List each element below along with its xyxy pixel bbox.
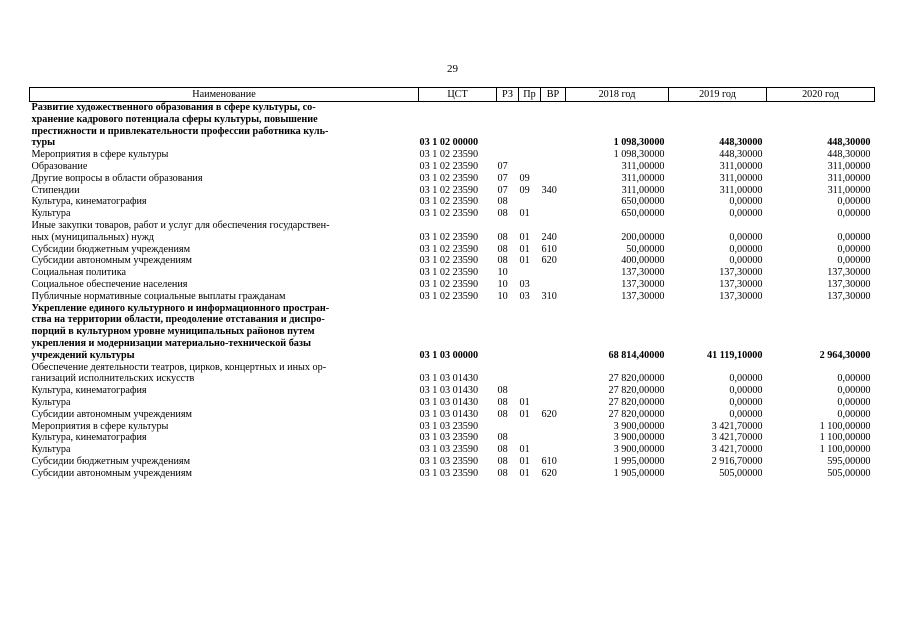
row-vr (541, 208, 566, 220)
row-cst: 03 1 02 23590 (419, 149, 479, 161)
table-row (30, 456, 875, 468)
row-cst: 03 1 03 23590 (419, 467, 479, 479)
row-rz (497, 149, 519, 161)
table-row (30, 267, 875, 279)
table-row (30, 173, 875, 185)
row-2018: 27 820,00000 (608, 396, 665, 408)
row-rz (497, 102, 519, 150)
row-name: Другие вопросы в области образования (31, 172, 203, 184)
row-2018: 137,30000 (621, 290, 665, 302)
row-name: Субсидии автономным учреждениям (31, 255, 192, 267)
row-vr (541, 444, 566, 456)
row-vr: 620 (541, 467, 557, 479)
row-rz: 08 (497, 243, 508, 255)
row-2020: 0,00000 (837, 196, 871, 208)
row-2019: 448,30000 (719, 149, 763, 161)
row-pr (519, 421, 541, 433)
row-2020: 1 100,00000 (819, 444, 871, 456)
row-cst: 03 1 03 23590 (419, 420, 479, 432)
row-pr: 09 (519, 184, 530, 196)
row-rz: 08 (497, 396, 508, 408)
row-name: Культура, кинематография (31, 432, 147, 444)
row-name: Стипендии (31, 184, 80, 196)
row-vr (541, 303, 566, 362)
row-cst: 03 1 03 23590 (419, 455, 479, 467)
page-number: 29 (447, 63, 458, 75)
row-rz: 08 (497, 467, 508, 479)
table-row (30, 432, 875, 444)
row-cst: 03 1 03 01430 (419, 408, 479, 420)
row-2020: 1 100,00000 (819, 432, 871, 444)
table-row (30, 208, 875, 220)
header-rz: РЗ (497, 88, 519, 102)
row-vr (541, 267, 566, 279)
table-row (30, 397, 875, 409)
row-2018: 400,00000 (621, 255, 665, 267)
row-2020: 137,30000 (827, 290, 871, 302)
row-name: Публичные нормативные социальные выплаты гражданам (31, 290, 286, 302)
row-2020: 0,00000 (837, 231, 871, 243)
row-name: Мероприятия в сфере культуры (31, 420, 169, 432)
row-2019: 505,00000 (719, 467, 763, 479)
row-2020: 137,30000 (827, 267, 871, 279)
row-rz: 08 (497, 455, 508, 467)
row-vr (541, 161, 566, 173)
row-2018: 1 098,30000 (613, 149, 665, 161)
row-vr (541, 397, 566, 409)
row-2020: 0,00000 (837, 373, 871, 385)
table-row (30, 185, 875, 197)
row-rz: 08 (497, 432, 508, 444)
table-body (30, 102, 875, 480)
row-2019: 0,00000 (729, 385, 763, 397)
row-2019: 3 421,70000 (711, 432, 763, 444)
row-2018: 50,00000 (626, 243, 665, 255)
row-vr: 620 (541, 255, 557, 267)
row-vr (541, 149, 566, 161)
table-row (30, 303, 875, 362)
row-name: Укрепление единого культурного и информационного простран- ства на территории области, преодоление отставания и диспро- порций в культурном уровне муниципальных районов путем укрепления и модернизации материально-технической базы учреждений культуры (31, 302, 330, 361)
row-2020: 311,00000 (827, 184, 871, 196)
row-2020: 448,30000 (827, 149, 871, 161)
row-pr (519, 362, 541, 386)
row-2018: 137,30000 (621, 278, 665, 290)
row-2019: 0,00000 (729, 396, 763, 408)
row-2018: 27 820,00000 (608, 373, 665, 385)
row-cst: 03 1 02 23590 (419, 231, 479, 243)
row-2019: 0,00000 (729, 231, 763, 243)
row-2018: 27 820,00000 (608, 385, 665, 397)
header-row (30, 88, 875, 102)
row-2018: 3 900,00000 (613, 444, 665, 456)
row-2018: 1 995,00000 (613, 455, 665, 467)
row-rz: 10 (497, 278, 508, 290)
row-2019: 311,00000 (719, 184, 763, 196)
row-2019: 137,30000 (719, 290, 763, 302)
row-name: Субсидии бюджетным учреждениям (31, 243, 191, 255)
row-2019: 3 421,70000 (711, 444, 763, 456)
row-pr (519, 149, 541, 161)
row-rz: 07 (497, 160, 508, 172)
row-cst: 03 1 02 23590 (419, 243, 479, 255)
table-row (30, 149, 875, 161)
row-cst: 03 1 02 23590 (419, 267, 479, 279)
row-2019: 0,00000 (729, 373, 763, 385)
row-vr (541, 279, 566, 291)
row-2018: 311,00000 (621, 160, 665, 172)
table-row (30, 196, 875, 208)
row-2020: 0,00000 (837, 385, 871, 397)
row-vr (541, 362, 566, 386)
row-rz (497, 362, 519, 386)
row-2019: 137,30000 (719, 278, 763, 290)
row-name: Развитие художественного образования в сфере культуры, со- хранение кадрового потенциала сферы культуры, повышение престижности и привлекательности профессии работника куль- туры (31, 102, 329, 149)
table-row (30, 244, 875, 256)
row-name: Культура, кинематография (31, 196, 147, 208)
row-2020: 2 964,30000 (819, 349, 871, 361)
row-pr (519, 161, 541, 173)
table-row (30, 279, 875, 291)
row-2018: 650,00000 (621, 196, 665, 208)
row-2018: 137,30000 (621, 267, 665, 279)
row-2018: 650,00000 (621, 208, 665, 220)
row-pr (519, 196, 541, 208)
budget-table (29, 87, 875, 480)
header-pr: Пр (519, 88, 541, 102)
row-rz: 08 (497, 444, 508, 456)
table-row (30, 444, 875, 456)
row-2018: 3 900,00000 (613, 420, 665, 432)
row-2020: 505,00000 (827, 467, 871, 479)
row-vr: 340 (541, 184, 557, 196)
row-2020: 595,00000 (827, 455, 871, 467)
row-2019: 0,00000 (729, 408, 763, 420)
row-cst: 03 1 02 23590 (419, 278, 479, 290)
table-row (30, 362, 875, 386)
row-rz: 08 (497, 408, 508, 420)
row-cst: 03 1 02 23590 (419, 290, 479, 302)
row-cst: 03 1 02 23590 (419, 196, 479, 208)
row-pr: 03 (519, 278, 530, 290)
table-row (30, 220, 875, 244)
row-pr: 01 (519, 255, 530, 267)
row-name: Субсидии бюджетным учреждениям (31, 455, 191, 467)
row-2018: 311,00000 (621, 172, 665, 184)
row-rz: 08 (497, 255, 508, 267)
row-vr: 610 (541, 243, 557, 255)
row-2020: 0,00000 (837, 255, 871, 267)
row-pr: 03 (519, 290, 530, 302)
row-name: Мероприятия в сфере культуры (31, 149, 169, 161)
row-2020: 0,00000 (837, 408, 871, 420)
row-pr (519, 267, 541, 279)
header-name: Наименование (30, 88, 419, 102)
row-2020: 311,00000 (827, 160, 871, 172)
row-2018: 27 820,00000 (608, 408, 665, 420)
row-2019: 448,30000 (719, 137, 763, 149)
row-2019: 3 421,70000 (711, 420, 763, 432)
row-name: Субсидии автономным учреждениям (31, 408, 192, 420)
row-cst: 03 1 02 00000 (419, 137, 479, 149)
row-pr: 01 (519, 231, 530, 243)
row-rz (497, 303, 519, 362)
row-pr: 01 (519, 408, 530, 420)
row-name: Культура (31, 208, 71, 220)
row-2020: 0,00000 (837, 208, 871, 220)
row-2020: 0,00000 (837, 396, 871, 408)
row-pr: 01 (519, 444, 530, 456)
row-vr (541, 385, 566, 397)
row-rz (497, 421, 519, 433)
row-vr: 240 (541, 231, 557, 243)
row-vr: 610 (541, 455, 557, 467)
row-2019: 137,30000 (719, 267, 763, 279)
row-pr (519, 303, 541, 362)
row-2018: 200,00000 (621, 231, 665, 243)
row-rz: 08 (497, 231, 508, 243)
row-cst: 03 1 03 01430 (419, 373, 479, 385)
table-row (30, 161, 875, 173)
header-vr: ВР (541, 88, 566, 102)
row-2020: 1 100,00000 (819, 420, 871, 432)
row-cst: 03 1 03 00000 (419, 349, 479, 361)
row-rz: 10 (497, 290, 508, 302)
row-pr (519, 385, 541, 397)
row-name: Культура (31, 444, 71, 456)
row-2019: 0,00000 (729, 196, 763, 208)
row-cst: 03 1 02 23590 (419, 160, 479, 172)
header-2019: 2019 год (669, 88, 767, 102)
row-2019: 41 119,10000 (707, 349, 763, 361)
row-cst: 03 1 03 01430 (419, 385, 479, 397)
row-2018: 1 905,00000 (613, 467, 665, 479)
row-2019: 0,00000 (729, 255, 763, 267)
row-pr: 01 (519, 243, 530, 255)
row-2018: 311,00000 (621, 184, 665, 196)
row-vr: 310 (541, 290, 557, 302)
header-2020: 2020 год (767, 88, 875, 102)
row-rz: 08 (497, 196, 508, 208)
row-cst: 03 1 03 23590 (419, 432, 479, 444)
row-rz: 08 (497, 208, 508, 220)
table-row (30, 291, 875, 303)
row-name: Социальная политика (31, 267, 127, 279)
row-rz: 07 (497, 184, 508, 196)
row-2019: 0,00000 (729, 208, 763, 220)
table-row (30, 421, 875, 433)
row-2018: 3 900,00000 (613, 432, 665, 444)
table-row (30, 468, 875, 480)
row-rz: 07 (497, 172, 508, 184)
header-2018: 2018 год (566, 88, 669, 102)
table-row (30, 409, 875, 421)
row-name: Культура (31, 396, 71, 408)
row-pr: 09 (519, 172, 530, 184)
row-pr: 01 (519, 467, 530, 479)
row-2019: 2 916,70000 (711, 455, 763, 467)
row-pr: 01 (519, 396, 530, 408)
row-cst: 03 1 02 23590 (419, 208, 479, 220)
row-vr: 620 (541, 408, 557, 420)
row-rz: 08 (497, 385, 508, 397)
row-pr: 01 (519, 455, 530, 467)
row-cst: 03 1 02 23590 (419, 172, 479, 184)
row-vr (541, 432, 566, 444)
table-row (30, 385, 875, 397)
row-2018: 1 098,30000 (613, 137, 665, 149)
row-2019: 0,00000 (729, 243, 763, 255)
row-pr: 01 (519, 208, 530, 220)
row-name: Образование (31, 160, 88, 172)
row-cst: 03 1 02 23590 (419, 255, 479, 267)
row-name: Культура, кинематография (31, 385, 147, 397)
row-2020: 311,00000 (827, 172, 871, 184)
row-vr (541, 421, 566, 433)
row-vr (541, 196, 566, 208)
row-2019: 311,00000 (719, 172, 763, 184)
row-2020: 137,30000 (827, 278, 871, 290)
row-2020: 448,30000 (827, 137, 871, 149)
row-cst: 03 1 03 23590 (419, 444, 479, 456)
row-name: Субсидии автономным учреждениям (31, 467, 192, 479)
header-cst: ЦСТ (419, 88, 497, 102)
table-row (30, 102, 875, 150)
row-name: Обеспечение деятельности театров, цирков, концертных и иных ор- ганизаций исполнительских искусств (31, 361, 327, 385)
row-vr (541, 102, 566, 150)
row-pr (519, 102, 541, 150)
row-name: Социальное обеспечение населения (31, 278, 188, 290)
row-2018: 68 814,40000 (608, 349, 665, 361)
row-2019: 311,00000 (719, 160, 763, 172)
row-vr (541, 173, 566, 185)
row-cst: 03 1 03 01430 (419, 396, 479, 408)
row-name: Иные закупки товаров, работ и услуг для обеспечения государствен- ных (муниципальных) нужд (31, 219, 330, 243)
row-rz: 10 (497, 267, 508, 279)
row-cst: 03 1 02 23590 (419, 184, 479, 196)
row-pr (519, 432, 541, 444)
table-row (30, 255, 875, 267)
row-2020: 0,00000 (837, 243, 871, 255)
